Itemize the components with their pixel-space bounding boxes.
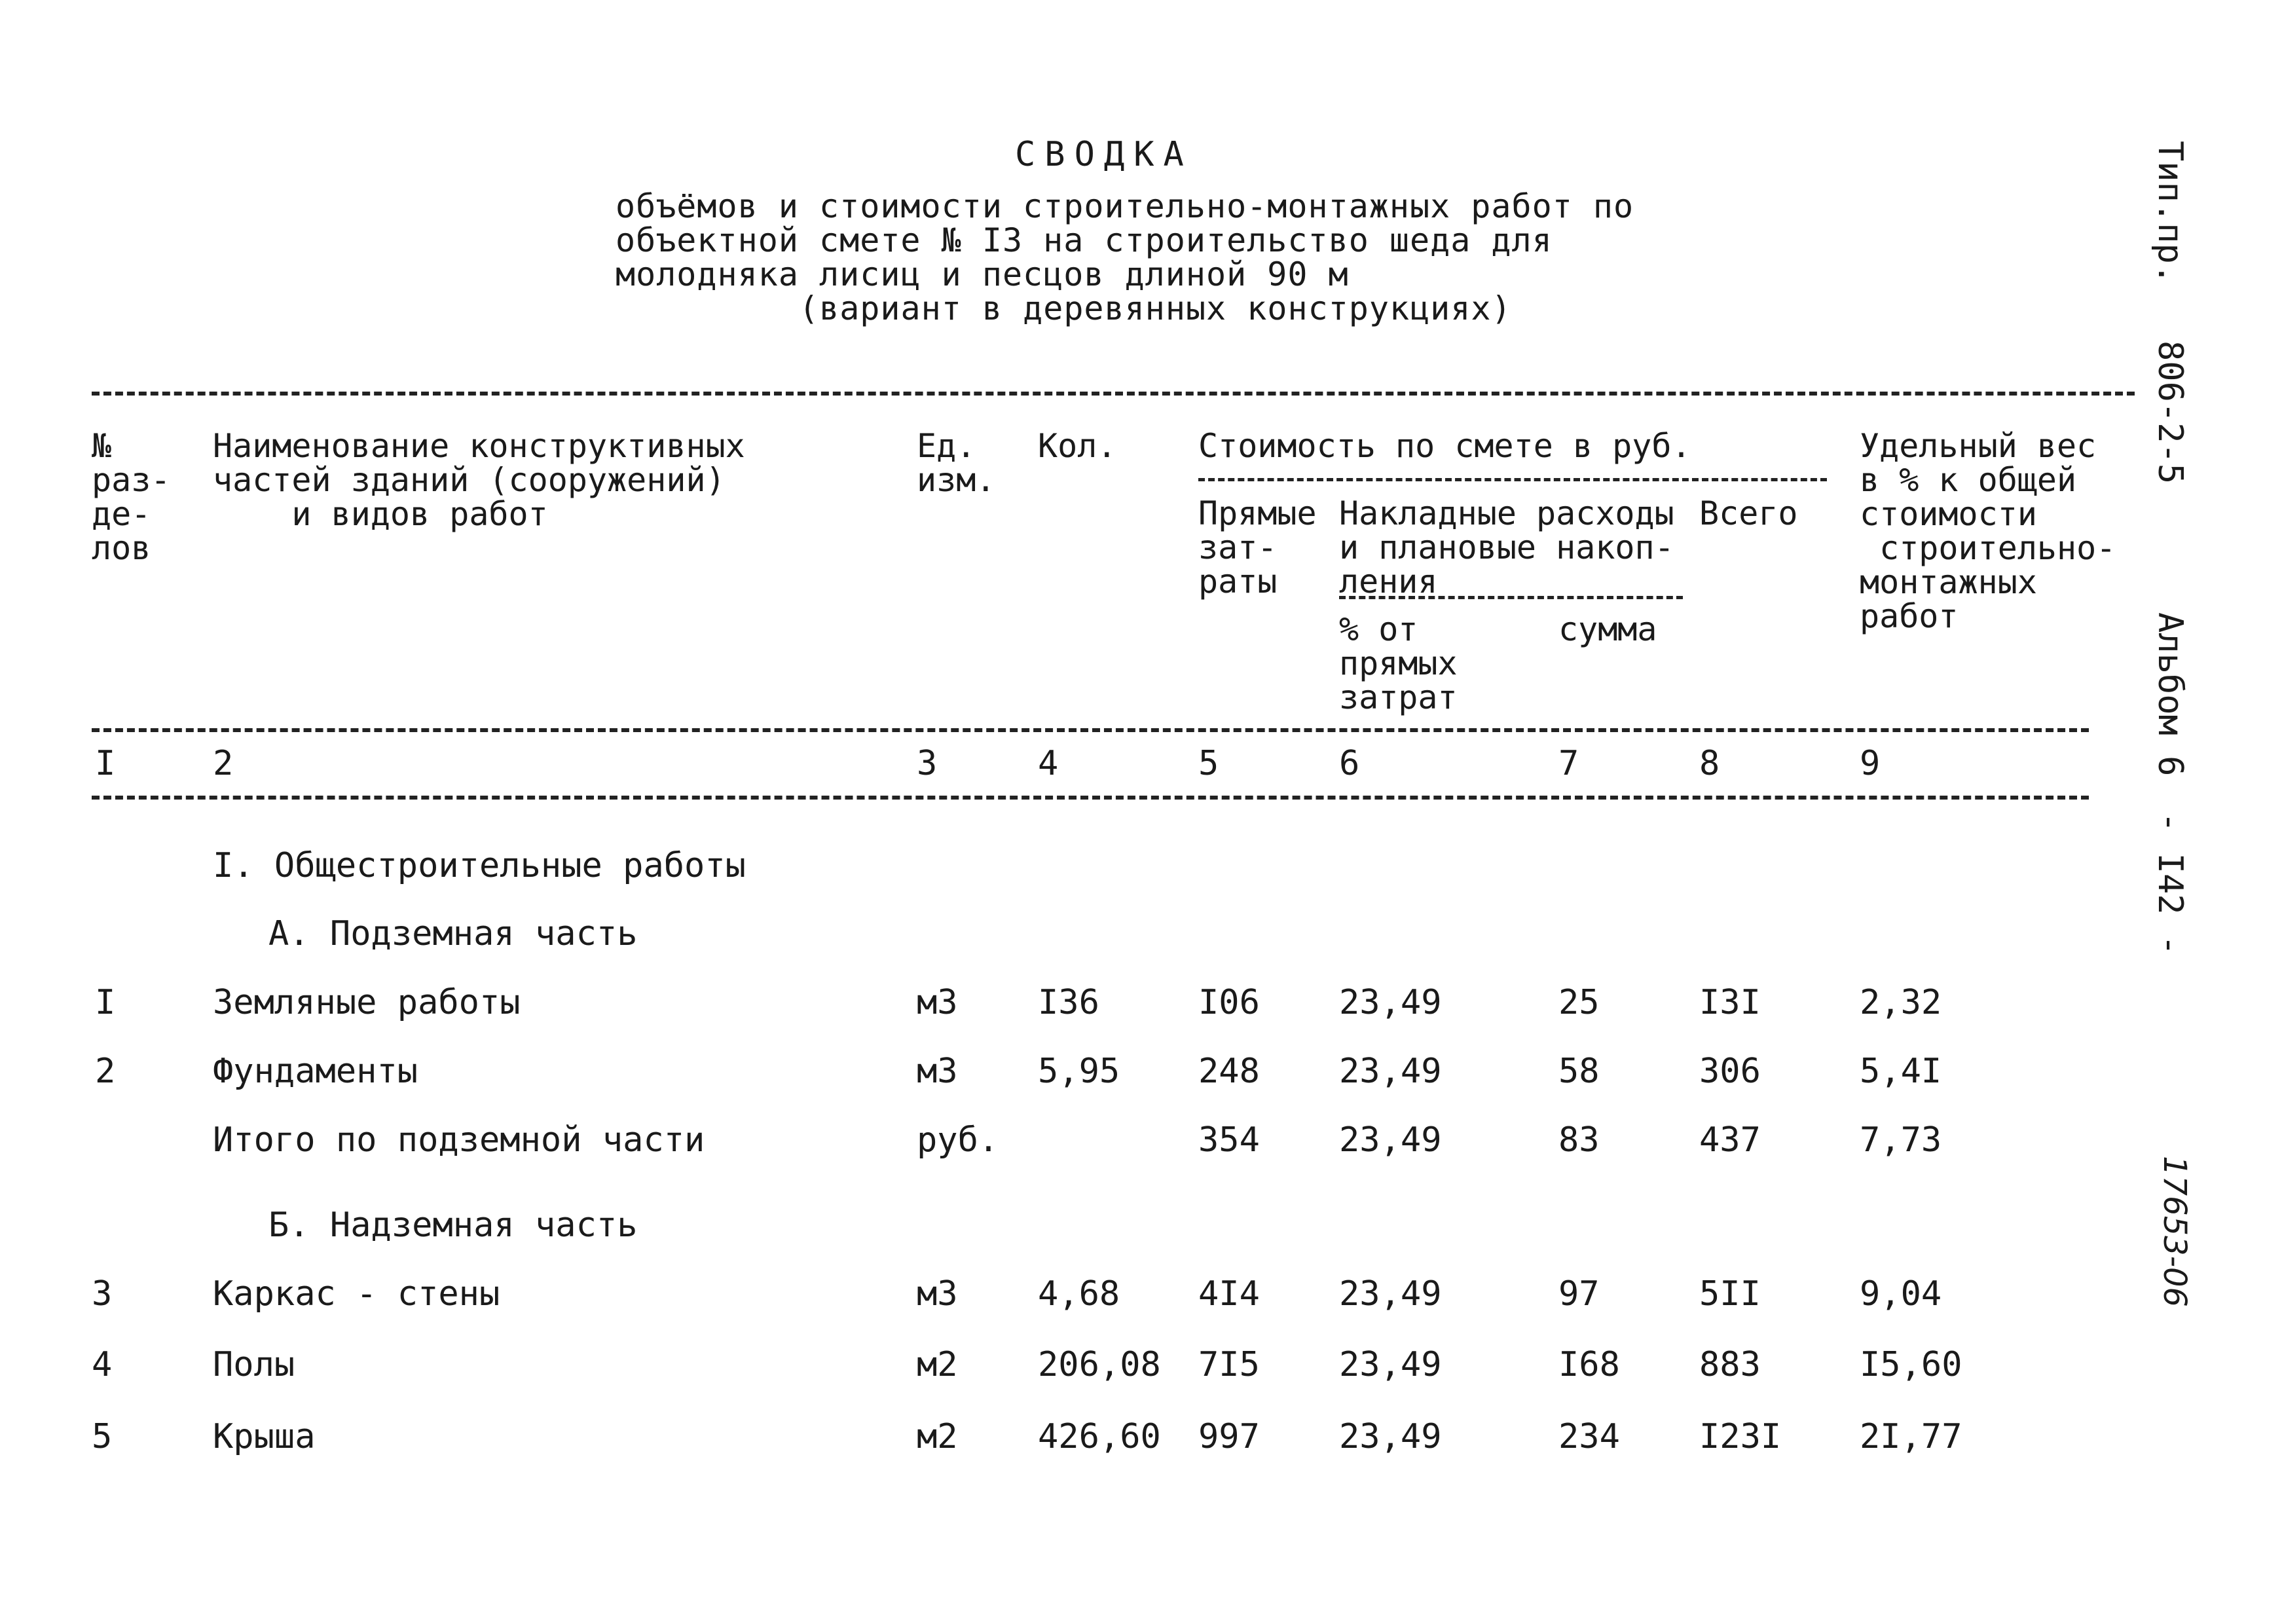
- row-overhead-percent: 23,49: [1339, 1120, 1442, 1160]
- col-header-share: Удельный вес в % к общей стоимости строительно- монтажных работ: [1860, 427, 2116, 635]
- row-total: 306: [1699, 1052, 1761, 1091]
- row-share: 9,04: [1860, 1274, 1942, 1314]
- row-total: 5II: [1699, 1274, 1761, 1314]
- row-overhead-sum: 97: [1558, 1274, 1600, 1314]
- col-header-name: Наименование конструктивных частей зданий (сооружений) и видов работ: [213, 427, 745, 533]
- row-name: Каркас - стены: [213, 1274, 500, 1314]
- row-overhead-sum: 83: [1558, 1120, 1600, 1160]
- row-name: Земляные работы: [213, 983, 521, 1022]
- col-header-overhead-percent: % от прямых затрат: [1339, 610, 1458, 716]
- row-direct-costs: 7I5: [1198, 1345, 1260, 1384]
- col-number-5: 5: [1198, 744, 1219, 783]
- row-name: Крыша: [213, 1417, 316, 1456]
- section-general-works: I. Общестроительные работы: [213, 846, 746, 885]
- header-bottom-rule: [92, 728, 2089, 732]
- row-total: I3I: [1699, 983, 1761, 1022]
- row-total: 437: [1699, 1120, 1761, 1160]
- row-direct-costs: 354: [1198, 1120, 1260, 1160]
- col-number-6: 6: [1339, 744, 1360, 783]
- col-header-section-number: № раз- де- лов: [92, 427, 171, 567]
- col-header-quantity: Кол.: [1038, 427, 1117, 465]
- row-overhead-sum: 25: [1558, 983, 1600, 1022]
- row-quantity: 4,68: [1038, 1274, 1120, 1314]
- col-header-unit: Ед. изм.: [917, 427, 996, 499]
- row-direct-costs: I06: [1198, 983, 1260, 1022]
- row-share: 5,4I: [1860, 1052, 1942, 1091]
- row-quantity: 206,08: [1038, 1345, 1161, 1384]
- col-number-3: 3: [917, 744, 938, 783]
- row-number: 4: [92, 1345, 113, 1384]
- row-direct-costs: 248: [1198, 1052, 1260, 1091]
- row-direct-costs: 4I4: [1198, 1274, 1260, 1314]
- row-overhead-percent: 23,49: [1339, 1345, 1442, 1384]
- row-overhead-sum: I68: [1558, 1345, 1620, 1384]
- col-header-overhead-group: Накладные расходы и плановые накоп- ления: [1339, 494, 1674, 600]
- overhead-group-rule: [1339, 596, 1683, 599]
- col-number-1: I: [95, 744, 116, 783]
- row-share: 2I,77: [1860, 1417, 1962, 1456]
- row-number: 3: [92, 1274, 113, 1314]
- row-total: I23I: [1699, 1417, 1782, 1456]
- row-share: 7,73: [1860, 1120, 1942, 1160]
- row-name: Итого по подземной части: [213, 1120, 705, 1160]
- section-aboveground: Б. Надземная часть: [268, 1206, 638, 1245]
- col-number-4: 4: [1038, 744, 1059, 783]
- document-title: СВОДКА: [1015, 135, 1193, 174]
- row-unit: м3: [917, 983, 958, 1022]
- row-name: Полы: [213, 1345, 295, 1384]
- row-number: 2: [95, 1052, 116, 1091]
- col-number-8: 8: [1699, 744, 1720, 783]
- subtitle-line-1: объёмов и стоимости строительно-монтажных работ по: [616, 187, 1634, 225]
- col-number-7: 7: [1558, 744, 1579, 783]
- col-number-2: 2: [213, 744, 234, 783]
- row-overhead-percent: 23,49: [1339, 1274, 1442, 1314]
- margin-project-type: Тип.пр.: [2150, 141, 2190, 285]
- subtitle-line-2: объектной смете № I3 на строительство шеда для: [616, 221, 1553, 259]
- margin-project-code: 806-2-5: [2150, 341, 2190, 485]
- row-share: I5,60: [1860, 1345, 1962, 1384]
- row-name: Фундаменты: [213, 1052, 418, 1091]
- row-unit: м2: [917, 1345, 958, 1384]
- row-unit: руб.: [917, 1120, 999, 1160]
- row-unit: м3: [917, 1052, 958, 1091]
- row-unit: м2: [917, 1417, 958, 1456]
- col-number-9: 9: [1860, 744, 1881, 783]
- row-overhead-percent: 23,49: [1339, 1052, 1442, 1091]
- col-header-direct-costs: Прямые зат- раты: [1198, 494, 1317, 600]
- row-total: 883: [1699, 1345, 1761, 1384]
- row-overhead-sum: 58: [1558, 1052, 1600, 1091]
- margin-handwritten-number: 17653-06: [2156, 1156, 2193, 1308]
- row-overhead-percent: 23,49: [1339, 983, 1442, 1022]
- margin-album: Альбом 6: [2150, 612, 2190, 777]
- subtitle-line-4: (вариант в деревянных конструкциях): [799, 289, 1512, 327]
- col-header-cost-group: Стоимость по смете в руб.: [1198, 427, 1691, 465]
- row-number: I: [95, 983, 116, 1022]
- row-quantity: 5,95: [1038, 1052, 1120, 1091]
- col-header-overhead-sum: сумма: [1558, 610, 1657, 648]
- row-unit: м3: [917, 1274, 958, 1314]
- cost-group-rule: [1198, 478, 1827, 481]
- margin-page-number: - I42 -: [2150, 812, 2190, 956]
- row-overhead-percent: 23,49: [1339, 1417, 1442, 1456]
- row-quantity: 426,60: [1038, 1417, 1161, 1456]
- row-quantity: I36: [1038, 983, 1099, 1022]
- row-number: 5: [92, 1417, 113, 1456]
- row-share: 2,32: [1860, 983, 1942, 1022]
- col-header-total: Всего: [1699, 494, 1798, 532]
- section-underground: А. Подземная часть: [268, 914, 638, 953]
- table-top-rule: [92, 392, 2135, 396]
- row-overhead-sum: 234: [1558, 1417, 1620, 1456]
- subtitle-line-3: молодняка лисиц и песцов длиной 90 м: [616, 255, 1349, 293]
- row-direct-costs: 997: [1198, 1417, 1260, 1456]
- numbers-bottom-rule: [92, 796, 2089, 800]
